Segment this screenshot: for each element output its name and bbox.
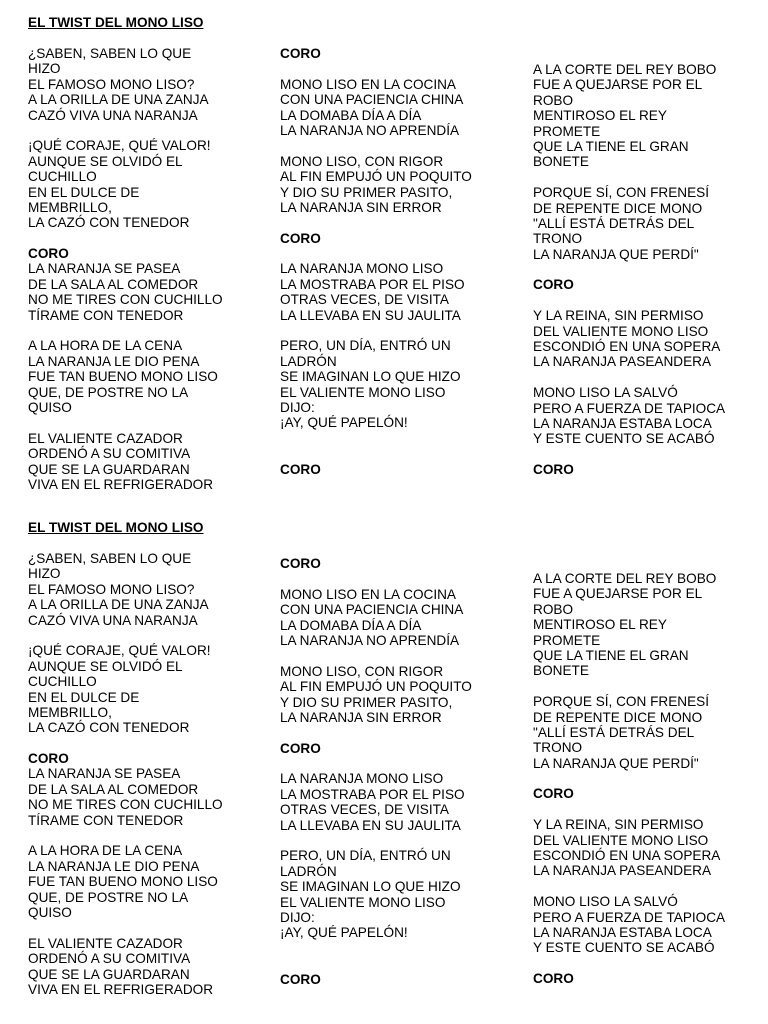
lyric-line: HIZO bbox=[28, 61, 61, 77]
lyric-line: LA NARANJA SIN ERROR bbox=[280, 709, 442, 725]
lyric-line: LA DOMABA DÍA A DÍA bbox=[280, 617, 422, 633]
lyric-line: EL VALIENTE CAZADOR bbox=[28, 430, 183, 446]
lyric-line: VIVA EN EL REFRIGERADOR bbox=[28, 981, 214, 997]
lyric-line: PORQUE SÍ, CON FRENESÍ bbox=[533, 694, 709, 710]
lyric-line: LA NARANJA SE PASEA bbox=[28, 261, 181, 277]
stanza-gap bbox=[533, 293, 758, 308]
lyric-line: BONETE bbox=[533, 154, 589, 170]
lyric-line: EL VALIENTE MONO LISO bbox=[280, 384, 446, 400]
chorus-label: CORO bbox=[280, 461, 321, 477]
chorus-label: CORO bbox=[533, 786, 574, 802]
lyric-line: A LA CORTE DEL REY BOBO bbox=[533, 62, 717, 77]
lyric-line: QUISO bbox=[28, 904, 72, 920]
stanza-gap bbox=[280, 756, 510, 771]
lyric-line: LA NARANJA SE PASEA bbox=[28, 766, 181, 782]
lyric-line: FUE TAN BUENO MONO LISO bbox=[28, 874, 218, 890]
lyric-line: CON UNA PACIENCIA CHINA bbox=[280, 92, 464, 108]
chorus-label: CORO bbox=[533, 971, 574, 987]
stanza-gap bbox=[280, 61, 510, 76]
lyric-line: A LA HORA DE LA CENA bbox=[28, 843, 183, 859]
lyric-line: ROBO bbox=[533, 92, 574, 108]
lyric-line: QUE SE LA GUARDARAN bbox=[28, 461, 190, 477]
chorus-label: CORO bbox=[280, 740, 321, 756]
lyric-line: CUCHILLO bbox=[28, 674, 97, 690]
lyric-line: PERO A FUERZA DE TAPIOCA bbox=[533, 400, 726, 416]
lyric-line: QUE LA TIENE EL GRAN bbox=[533, 138, 689, 154]
lyric-line: NO ME TIRES CON CUCHILLO bbox=[28, 292, 223, 308]
stanza-gap bbox=[28, 231, 258, 246]
chorus-label: CORO bbox=[28, 246, 69, 262]
stanza-gap bbox=[28, 123, 258, 138]
lyric-line: DE REPENTE DICE MONO bbox=[533, 200, 703, 216]
lyric-line: EL FAMOSO MONO LISO? bbox=[28, 76, 195, 92]
chorus-label: CORO bbox=[280, 556, 321, 571]
lyric-line: EL FAMOSO MONO LISO? bbox=[28, 581, 195, 597]
lyric-line: CAZÓ VIVA UNA NARANJA bbox=[28, 612, 198, 628]
stanza-gap bbox=[280, 571, 510, 586]
stanza-gap bbox=[533, 679, 758, 694]
lyric-line: CAZÓ VIVA UNA NARANJA bbox=[28, 107, 198, 123]
stanza-gap bbox=[280, 323, 510, 338]
lyric-line: OTRAS VECES, DE VISITA bbox=[280, 802, 449, 818]
lyrics-sheet-2 bbox=[0, 505, 768, 1005]
lyrics-column-3 bbox=[533, 571, 758, 987]
lyric-line: PERO, UN DÍA, ENTRÓ UN bbox=[280, 848, 451, 864]
lyric-line: FUE A QUEJARSE POR EL bbox=[533, 586, 703, 602]
lyric-line: "ALLÍ ESTÁ DETRÁS DEL bbox=[533, 724, 695, 740]
stanza-gap bbox=[28, 736, 258, 751]
lyric-line: TRONO bbox=[533, 231, 583, 247]
chorus-label: CORO bbox=[280, 230, 321, 246]
lyric-line: AUNQUE SE OLVIDÓ EL bbox=[28, 658, 183, 674]
lyric-line: ¿SABEN, SABEN LO QUE bbox=[28, 551, 192, 566]
lyric-line: OTRAS VECES, DE VISITA bbox=[280, 292, 449, 308]
lyric-line: A LA CORTE DEL REY BOBO bbox=[533, 571, 717, 586]
lyric-line: ORDENÓ A SU COMITIVA bbox=[28, 446, 191, 462]
stanza-gap bbox=[533, 956, 758, 971]
lyric-line: VIVA EN EL REFRIGERADOR bbox=[28, 476, 214, 492]
lyric-line: NO ME TIRES CON CUCHILLO bbox=[28, 797, 223, 813]
lyric-line: LA NARANJA MONO LISO bbox=[280, 261, 444, 277]
lyric-line: MONO LISO, CON RIGOR bbox=[280, 663, 444, 679]
lyric-line: BONETE bbox=[533, 663, 589, 679]
lyric-line: MONO LISO EN LA COCINA bbox=[280, 76, 457, 92]
stanza-gap bbox=[28, 323, 258, 338]
lyric-line: LA NARANJA QUE PERDÍ" bbox=[533, 246, 699, 262]
lyric-line: LA NARANJA SIN ERROR bbox=[280, 199, 442, 215]
lyric-line: TÍRAME CON TENEDOR bbox=[28, 812, 184, 828]
lyric-line: MONO LISO EN LA COCINA bbox=[280, 586, 457, 602]
lyric-line: A LA HORA DE LA CENA bbox=[28, 338, 183, 354]
lyric-line: CUCHILLO bbox=[28, 169, 97, 185]
stanza-gap bbox=[280, 941, 510, 956]
lyric-line: LA MOSTRABA POR EL PISO bbox=[280, 276, 465, 292]
song-title: EL TWIST DEL MONO LISO bbox=[28, 520, 204, 535]
lyric-line: CON UNA PACIENCIA CHINA bbox=[280, 602, 464, 618]
lyric-line: LA NARANJA PASEANDERA bbox=[533, 863, 712, 879]
stanza-gap bbox=[280, 246, 510, 261]
lyric-line: Y ESTE CUENTO SE ACABÓ bbox=[533, 940, 715, 956]
lyric-line: EN EL DULCE DE bbox=[28, 689, 140, 705]
lyric-line: LA LLEVABA EN SU JAULITA bbox=[280, 817, 461, 833]
stanza-gap bbox=[280, 431, 510, 446]
lyric-line: ¡AY, QUÉ PAPELÓN! bbox=[280, 925, 408, 941]
lyric-line: EL VALIENTE MONO LISO bbox=[280, 894, 446, 910]
lyric-line: QUE, DE POSTRE NO LA bbox=[28, 384, 189, 400]
lyric-line: ¡QUÉ CORAJE, QUÉ VALOR! bbox=[28, 643, 211, 659]
lyric-line: LA NARANJA MONO LISO bbox=[280, 771, 444, 787]
lyric-line: DEL VALIENTE MONO LISO bbox=[533, 323, 709, 339]
stanza-gap bbox=[280, 956, 510, 971]
lyric-line: FUE A QUEJARSE POR EL bbox=[533, 77, 703, 93]
stanza-gap bbox=[280, 648, 510, 663]
lyric-line: LA NARANJA LE DIO PENA bbox=[28, 858, 200, 874]
lyric-line: LA NARANJA NO APRENDÍA bbox=[280, 632, 460, 648]
lyric-line: AL FIN EMPUJÓ UN POQUITO bbox=[280, 679, 472, 695]
lyrics-column-3 bbox=[533, 62, 758, 478]
lyric-line: MENTIROSO EL REY bbox=[533, 108, 667, 124]
lyrics-column-2 bbox=[280, 556, 510, 987]
lyric-line: TRONO bbox=[533, 740, 583, 756]
chorus-label: CORO bbox=[533, 277, 574, 293]
stanza-gap bbox=[533, 802, 758, 817]
lyric-line: LADRÓN bbox=[280, 863, 337, 879]
lyrics-column-2 bbox=[280, 46, 510, 477]
lyric-line: DE REPENTE DICE MONO bbox=[533, 709, 703, 725]
lyric-line: EL VALIENTE CAZADOR bbox=[28, 935, 183, 951]
lyric-line: ¡QUÉ CORAJE, QUÉ VALOR! bbox=[28, 138, 211, 154]
stanza-gap bbox=[533, 447, 758, 462]
lyric-line: Y LA REINA, SIN PERMISO bbox=[533, 817, 704, 833]
lyric-line: MENTIROSO EL REY bbox=[533, 617, 667, 633]
lyric-line: MONO LISO LA SALVÓ bbox=[533, 385, 678, 401]
lyric-line: DE LA SALA AL COMEDOR bbox=[28, 276, 199, 292]
lyric-line: PERO A FUERZA DE TAPIOCA bbox=[533, 909, 726, 925]
lyric-line: MEMBRILLO, bbox=[28, 704, 112, 720]
lyric-line: ¿SABEN, SABEN LO QUE bbox=[28, 46, 192, 61]
lyric-line: QUE LA TIENE EL GRAN bbox=[533, 647, 689, 663]
lyric-line: DE LA SALA AL COMEDOR bbox=[28, 781, 199, 797]
lyric-line: PROMETE bbox=[533, 123, 601, 139]
stanza-gap bbox=[533, 771, 758, 786]
stanza-gap bbox=[28, 828, 258, 843]
lyric-line: "ALLÍ ESTÁ DETRÁS DEL bbox=[533, 215, 695, 231]
chorus-label: CORO bbox=[28, 751, 69, 767]
lyric-line: MONO LISO LA SALVÓ bbox=[533, 894, 678, 910]
lyric-line: DIJO: bbox=[280, 909, 315, 925]
lyric-line: Y ESTE CUENTO SE ACABÓ bbox=[533, 431, 715, 447]
lyric-line: LA NARANJA ESTABA LOCA bbox=[533, 415, 712, 431]
lyric-line: PERO, UN DÍA, ENTRÓ UN bbox=[280, 338, 451, 354]
lyric-line: A LA ORILLA DE UNA ZANJA bbox=[28, 597, 209, 613]
lyric-line: LADRÓN bbox=[280, 353, 337, 369]
song-title: EL TWIST DEL MONO LISO bbox=[28, 15, 204, 30]
stanza-gap bbox=[28, 415, 258, 430]
lyric-line: A LA ORILLA DE UNA ZANJA bbox=[28, 92, 209, 108]
lyric-line: ORDENÓ A SU COMITIVA bbox=[28, 951, 191, 967]
stanza-gap bbox=[280, 446, 510, 461]
lyric-line: TÍRAME CON TENEDOR bbox=[28, 307, 184, 323]
lyrics-sheet-1 bbox=[0, 0, 768, 500]
lyric-line: LA NARANJA ESTABA LOCA bbox=[533, 924, 712, 940]
lyric-line: MEMBRILLO, bbox=[28, 199, 112, 215]
lyric-line: ESCONDIÓ EN UNA SOPERA bbox=[533, 848, 721, 864]
lyric-line: LA CAZÓ CON TENEDOR bbox=[28, 720, 190, 736]
lyric-line: ROBO bbox=[533, 601, 574, 617]
lyric-line: LA NARANJA LE DIO PENA bbox=[28, 353, 200, 369]
chorus-label: CORO bbox=[533, 462, 574, 478]
lyric-line: AL FIN EMPUJÓ UN POQUITO bbox=[280, 169, 472, 185]
lyric-line: FUE TAN BUENO MONO LISO bbox=[28, 369, 218, 385]
lyric-line: Y DIO SU PRIMER PASITO, bbox=[280, 184, 453, 200]
stanza-gap bbox=[28, 920, 258, 935]
lyric-line: EN EL DULCE DE bbox=[28, 184, 140, 200]
stanza-gap bbox=[533, 879, 758, 894]
lyric-line: QUISO bbox=[28, 399, 72, 415]
lyrics-column-1 bbox=[28, 551, 258, 997]
lyric-line: DEL VALIENTE MONO LISO bbox=[533, 832, 709, 848]
lyric-line: SE IMAGINAN LO QUE HIZO bbox=[280, 879, 461, 895]
lyric-line: LA LLEVABA EN SU JAULITA bbox=[280, 307, 461, 323]
lyric-line: LA MOSTRABA POR EL PISO bbox=[280, 786, 465, 802]
lyric-line: QUE SE LA GUARDARAN bbox=[28, 966, 190, 982]
lyric-line: LA NARANJA NO APRENDÍA bbox=[280, 122, 460, 138]
stanza-gap bbox=[533, 170, 758, 185]
lyric-line: AUNQUE SE OLVIDÓ EL bbox=[28, 153, 183, 169]
lyric-line: PORQUE SÍ, CON FRENESÍ bbox=[533, 185, 709, 201]
lyric-line: LA DOMABA DÍA A DÍA bbox=[280, 107, 422, 123]
lyric-line: LA CAZÓ CON TENEDOR bbox=[28, 215, 190, 231]
stanza-gap bbox=[280, 215, 510, 230]
lyric-line: LA NARANJA QUE PERDÍ" bbox=[533, 755, 699, 771]
chorus-label: CORO bbox=[280, 46, 321, 61]
lyric-line: LA NARANJA PASEANDERA bbox=[533, 354, 712, 370]
lyric-line: DIJO: bbox=[280, 399, 315, 415]
stanza-gap bbox=[280, 833, 510, 848]
lyric-line: ¡AY, QUÉ PAPELÓN! bbox=[280, 415, 408, 431]
lyric-line: MONO LISO, CON RIGOR bbox=[280, 153, 444, 169]
lyrics-column-1 bbox=[28, 46, 258, 492]
lyric-line: Y LA REINA, SIN PERMISO bbox=[533, 308, 704, 324]
stanza-gap bbox=[533, 262, 758, 277]
stanza-gap bbox=[28, 628, 258, 643]
lyric-line: SE IMAGINAN LO QUE HIZO bbox=[280, 369, 461, 385]
lyric-line: ESCONDIÓ EN UNA SOPERA bbox=[533, 339, 721, 355]
lyric-line: QUE, DE POSTRE NO LA bbox=[28, 889, 189, 905]
lyric-line: Y DIO SU PRIMER PASITO, bbox=[280, 694, 453, 710]
stanza-gap bbox=[280, 138, 510, 153]
chorus-label: CORO bbox=[280, 971, 321, 987]
stanza-gap bbox=[280, 725, 510, 740]
lyric-line: PROMETE bbox=[533, 632, 601, 648]
stanza-gap bbox=[533, 370, 758, 385]
lyric-line: HIZO bbox=[28, 566, 61, 582]
